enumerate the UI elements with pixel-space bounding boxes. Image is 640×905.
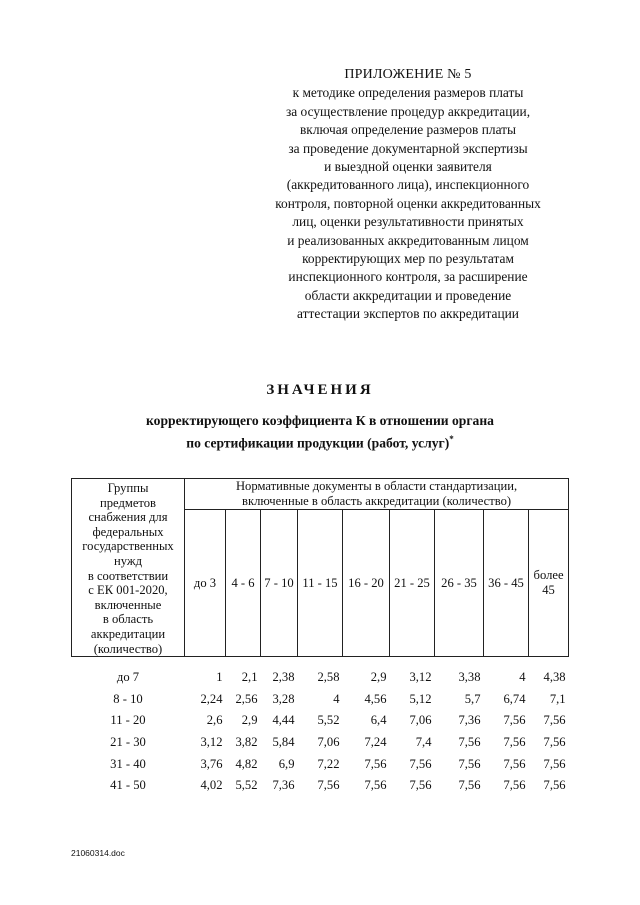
heading-subtitle xyxy=(0,412,640,453)
groups-header-line: нужд xyxy=(114,553,142,568)
table-cell: 3,12 xyxy=(200,734,223,749)
table-cell: 7,36 xyxy=(272,778,295,793)
table-cell: 6,4 xyxy=(370,713,387,728)
table-cell: 7,56 xyxy=(503,734,526,749)
column-header: 36 - 45 xyxy=(484,510,529,657)
table-cell: 2,38 xyxy=(272,670,295,685)
table-cell: 6,9 xyxy=(278,756,295,771)
table-cell: 7,56 xyxy=(503,756,526,771)
table-cell: 2,9 xyxy=(370,670,387,685)
table-cell: 7,56 xyxy=(543,778,566,793)
column-header: 7 - 10 xyxy=(261,510,298,657)
appendix-block xyxy=(255,66,561,324)
groups-header xyxy=(72,479,185,657)
appendix-line: за проведение документарной экспертизы xyxy=(288,140,528,156)
table-cell: 4,44 xyxy=(272,713,295,728)
table-cell: 7,56 xyxy=(503,713,526,728)
row-label: 41 - 50 xyxy=(110,778,146,793)
table-cell: 4,02 xyxy=(200,778,223,793)
groups-header-line: федеральных xyxy=(92,524,164,539)
column-header: 11 - 15 xyxy=(298,510,343,657)
footnote-mark: * xyxy=(449,434,454,444)
table-cell: 7,56 xyxy=(543,734,566,749)
table-cell: 2,58 xyxy=(317,670,340,685)
table-cell: 3,38 xyxy=(458,670,481,685)
table-cell: 7,56 xyxy=(458,778,481,793)
row-label: до 7 xyxy=(116,670,140,685)
table-row xyxy=(72,754,569,776)
groups-header-line: с ЕК 001-2020, xyxy=(88,583,168,598)
table-cell: 4,56 xyxy=(364,691,387,706)
table-cell: 7,24 xyxy=(364,734,387,749)
appendix-line: (аккредитованного лица), инспекционного xyxy=(286,177,530,193)
table-cell: 7,56 xyxy=(409,756,432,771)
table-cell: 5,7 xyxy=(464,691,481,706)
table-cell: 7,56 xyxy=(364,778,387,793)
groups-header-line: предметов xyxy=(99,495,156,510)
appendix-line: лиц, оценки результативности принятых xyxy=(292,214,524,230)
table-row xyxy=(72,775,569,797)
appendix-line: и выездной оценки заявителя xyxy=(324,159,492,175)
table-cell: 7,56 xyxy=(409,778,432,793)
table-cell: 7,4 xyxy=(415,734,432,749)
table-cell: 6,74 xyxy=(503,691,526,706)
table-row xyxy=(72,710,569,732)
heading-subtitle-line: корректирующего коэффициента К в отношении органа xyxy=(146,413,494,428)
column-header: 4 - 6 xyxy=(226,510,261,657)
row-label: 31 - 40 xyxy=(110,756,146,771)
coefficient-table xyxy=(71,478,569,797)
appendix-line: области аккредитации и проведение xyxy=(304,287,512,303)
table-cell: 3,82 xyxy=(235,734,258,749)
table-cell: 3,76 xyxy=(200,756,223,771)
table-cell: 5,12 xyxy=(409,691,432,706)
groups-header-line: в соответствии xyxy=(87,568,169,583)
table-cell: 7,1 xyxy=(549,691,566,706)
table-row xyxy=(72,689,569,711)
groups-header-line: государственных xyxy=(82,539,174,554)
appendix-line: к методике определения размеров платы xyxy=(292,85,524,101)
groups-header-line: аккредитации xyxy=(90,626,166,641)
table-cell: 2,1 xyxy=(241,670,258,685)
table-spacer-cell xyxy=(72,657,569,668)
documents-header xyxy=(185,479,569,510)
table-cell: 7,56 xyxy=(364,756,387,771)
groups-header-line: Группы xyxy=(107,481,149,495)
table-cell: 4 xyxy=(333,691,340,706)
groups-header-line: включенные xyxy=(94,597,162,612)
heading-subtitle-text: по сертификации продукции (работ, услуг) xyxy=(186,435,450,451)
table-cell: 3,12 xyxy=(409,670,432,685)
table-cell: 7,56 xyxy=(458,734,481,749)
table-row xyxy=(72,667,569,689)
appendix-line: аттестации экспертов по аккредитации xyxy=(297,306,519,322)
table-cell: 2,9 xyxy=(241,713,258,728)
table-spacer-row xyxy=(72,657,569,668)
footer-filename: 21060314.doc xyxy=(71,848,125,858)
heading-title: ЗНАЧЕНИЯ xyxy=(266,382,374,398)
table-cell: 4 xyxy=(519,670,526,685)
table-cell: 7,56 xyxy=(543,756,566,771)
table-cell: 7,06 xyxy=(409,713,432,728)
table-cell: 4,82 xyxy=(235,756,258,771)
column-header: 16 - 20 xyxy=(343,510,390,657)
column-header: до 3 xyxy=(185,510,226,657)
row-label: 11 - 20 xyxy=(110,713,146,728)
table-body xyxy=(72,657,569,797)
groups-header-line: (количество) xyxy=(93,641,163,656)
groups-header-line: снабжения для xyxy=(88,510,168,525)
column-header: более 45 xyxy=(529,510,569,657)
table-cell: 7,36 xyxy=(458,713,481,728)
document-heading xyxy=(0,380,640,453)
groups-header-line: в область xyxy=(102,612,154,627)
table-cell: 1 xyxy=(216,670,223,685)
table-cell: 7,22 xyxy=(317,756,340,771)
documents-header-line: Нормативные документы в области стандартизации, xyxy=(235,479,518,493)
table-cell: 4,38 xyxy=(543,670,566,685)
appendix-line: за осуществление процедур аккредитации, xyxy=(285,103,531,119)
appendix-line: корректирующих мер по результатам xyxy=(302,251,514,267)
appendix-line: включая определение размеров платы xyxy=(299,122,517,138)
column-header: 21 - 25 xyxy=(390,510,435,657)
table-cell: 7,06 xyxy=(317,734,340,749)
table-cell: 5,52 xyxy=(317,713,340,728)
appendix-line: контроля, повторной оценки аккредитованных xyxy=(275,195,541,211)
heading-subtitle-line xyxy=(0,430,640,453)
documents-header-line: включенные в область аккредитации (количество) xyxy=(242,494,512,508)
table-cell: 7,56 xyxy=(543,713,566,728)
appendix-title: ПРИЛОЖЕНИЕ № 5 xyxy=(344,67,472,82)
table-cell: 7,56 xyxy=(503,778,526,793)
table-cell: 2,24 xyxy=(200,691,223,706)
table-cell: 2,6 xyxy=(206,713,223,728)
table-row xyxy=(72,732,569,754)
table-cell: 5,84 xyxy=(272,734,295,749)
row-label: 8 - 10 xyxy=(113,691,143,706)
table-cell: 2,56 xyxy=(235,691,258,706)
table-cell: 7,56 xyxy=(458,756,481,771)
appendix-line: инспекционного контроля, за расширение xyxy=(288,269,528,285)
table-cell: 7,56 xyxy=(317,778,340,793)
table-cell: 5,52 xyxy=(235,778,258,793)
column-header: 26 - 35 xyxy=(435,510,484,657)
row-label: 21 - 30 xyxy=(110,734,146,749)
appendix-line: и реализованных аккредитованным лицом xyxy=(287,232,529,248)
table-cell: 3,28 xyxy=(272,691,295,706)
